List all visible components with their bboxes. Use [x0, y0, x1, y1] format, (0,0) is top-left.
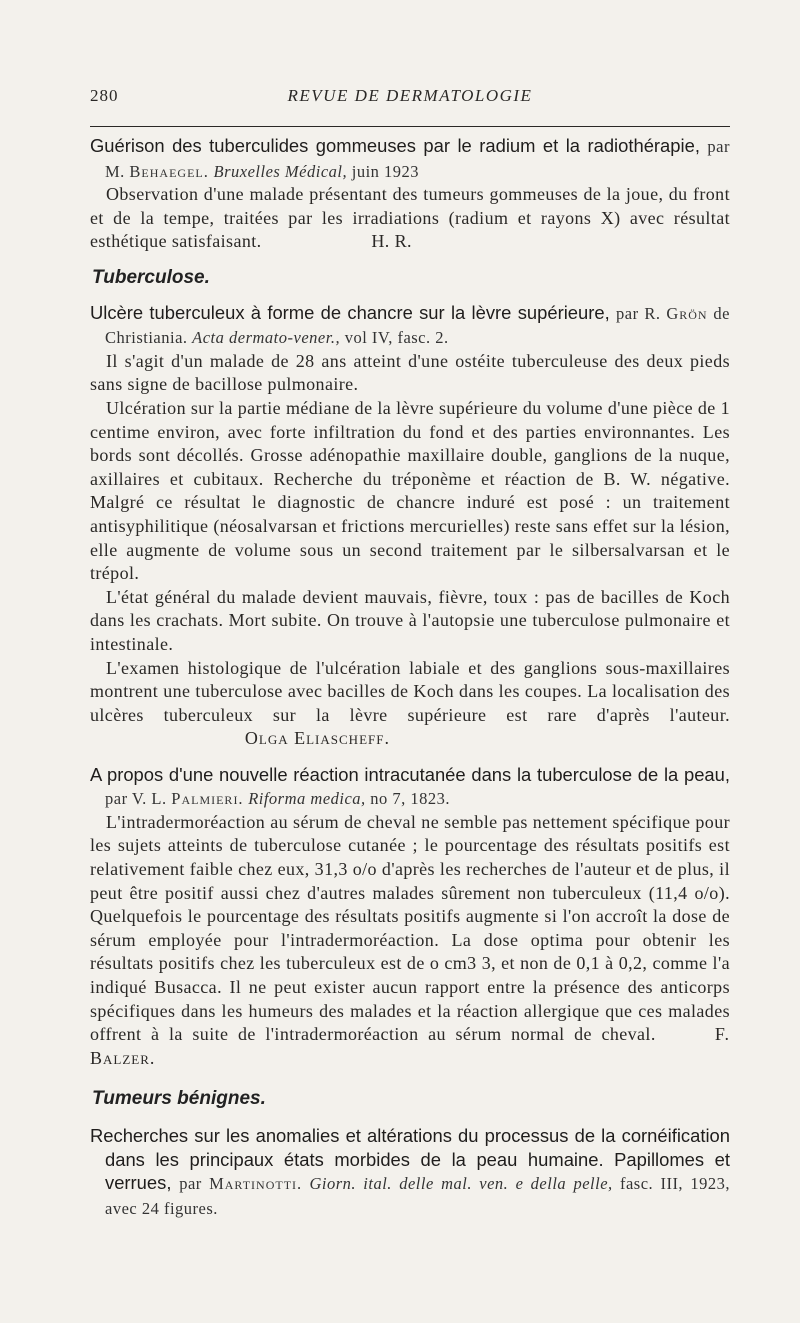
article-signature: F. Balzer. — [90, 1024, 730, 1068]
article-paragraph: L'examen histologique de l'ulcération labiale et des ganglions sous-maxillaires montrent une tuberculose avec bacilles de Koch dans les coupes. La localisation des ulcères tuberculeux sur la lèvre supérieure est rare d'après l'auteur. Olga Eliascheff. — [90, 657, 730, 749]
article-title — [90, 1124, 730, 1220]
author-name: Martinotti. — [209, 1174, 303, 1194]
article-palmieri — [90, 763, 730, 1071]
running-header — [90, 86, 730, 112]
journal-ref: Riforma medica, — [248, 789, 366, 809]
article-source: par V. L. Palmieri. Riforma medica, no 7, 1823. — [105, 789, 451, 809]
article-signature: H. R. — [371, 231, 412, 252]
article-paragraph: L'état général du malade devient mauvais, fièvre, toux : pas de bacilles de Koch dans les crachats. Mort subite. On trouve à l'autopsie une tuberculose pulmonaire et intestinale. — [90, 586, 730, 654]
article-gron — [90, 301, 730, 751]
article-title — [90, 134, 730, 183]
title-text: Ulcère tuberculeux à forme de chancre sur la lèvre supérieure, — [90, 301, 610, 323]
journal-ref: Bruxelles Médical, — [213, 161, 348, 181]
article-title — [90, 763, 730, 811]
page — [90, 86, 730, 1220]
article-source: par M. Behaegel. Bruxelles Médical, juin 1923 — [105, 137, 730, 181]
article-title — [90, 301, 730, 350]
journal-ref: Acta dermato-vener., — [192, 328, 341, 348]
page-number: 280 — [90, 86, 119, 105]
author-name: Grön — [666, 303, 708, 323]
author-name: Palmieri. — [171, 789, 244, 809]
article-source: par R. Grön de Christiania. Acta dermato-vener., vol IV, fasc. 2. — [105, 303, 730, 348]
article-paragraph: Observation d'une malade présentant des tumeurs gommeuses de la joue, du front et de la tempe, traitées par les irradiations (radium et rayons X) avec résultat esthétique satisfaisant. H. R. — [90, 184, 730, 252]
author-name: Behaegel. — [129, 161, 209, 181]
section-heading-tumeurs: Tumeurs bénignes. — [92, 1088, 266, 1110]
article-paragraph: L'intradermoréaction au sérum de cheval ne semble pas nettement spécifique pour les sujets atteints de tuberculose cutanée ; le pourcentage des résultats positifs est relativement faible chez eux, 31,3 o/o d'après les recherches de l'auteur et de plus, il peut être positif aussi chez d'autres malades sûrement non tuberculeux (11,4 o/o). Quelquefois le pourcentage des résultats positifs augmente si l'on accroît la dose de sérum employée pour l'intradermoréaction. La dose optima pour obtenir les résultats positifs chez les tuberculeux est de o cm3 3, et non de 0,1 à 0,2, comme l'a indiqué Busacca. Il ne peut exister aucun rapport entre la présence des anticorps spécifiques dans les humeurs des malades et la réaction allergique que ces malades offrent à la suite de l'intradermoréaction au sérum normal de cheval. F. Balzer. — [90, 811, 730, 1068]
article-behaegel — [90, 134, 730, 254]
article-signature: Olga Eliascheff. — [244, 728, 390, 749]
article-source: par Martinotti. Giorn. ital. delle mal. ven. e della pelle, fasc. III, 1923, avec 24 figures. — [105, 1174, 730, 1218]
title-text: A propos d'une nouvelle réaction intracutanée dans la tuberculose de la peau, — [90, 763, 730, 785]
section-heading-tuberculose: Tuberculose. — [92, 266, 210, 288]
article-paragraph: Il s'agit d'un malade de 28 ans atteint d'une ostéite tuberculeuse des deux pieds sans signe de bacillose pulmonaire. — [90, 350, 730, 395]
journal-ref: Giorn. ital. delle mal. ven. e della pelle, — [309, 1174, 613, 1194]
journal-title: REVUE DE DERMATOLOGIE — [287, 86, 533, 105]
title-text: Guérison des tuberculides gommeuses par le radium et la radiothérapie, — [90, 135, 700, 156]
article-martinotti — [90, 1124, 730, 1220]
header-rule — [90, 126, 730, 127]
paragraph-with-signature — [90, 183, 730, 254]
title-text: Recherches sur les anomalies et altérations du processus de la cornéification dans les principaux états morbides de la peau humaine. Papillomes et verrues, — [90, 1125, 730, 1194]
article-paragraph: Ulcération sur la partie médiane de la lèvre supérieure du volume d'une pièce de 1 centime environ, avec forte infiltration du fond et des parties environnantes. Les bords sont décollés. Grosse adénopathie maxillaire double, ganglions de la nuque, axillaires et cubitaux. Recherche du tréponème et réaction de B. W. négative. Malgré ce résultat le diagnostic de chancre induré est posé : un traitement antisyphilitique (néosalvarsan et frictions mercurielles) reste sans effet sur la lésion, elle augmente de volume sous un second traitement par le silbersalvarsan et le trépol. — [90, 397, 730, 584]
